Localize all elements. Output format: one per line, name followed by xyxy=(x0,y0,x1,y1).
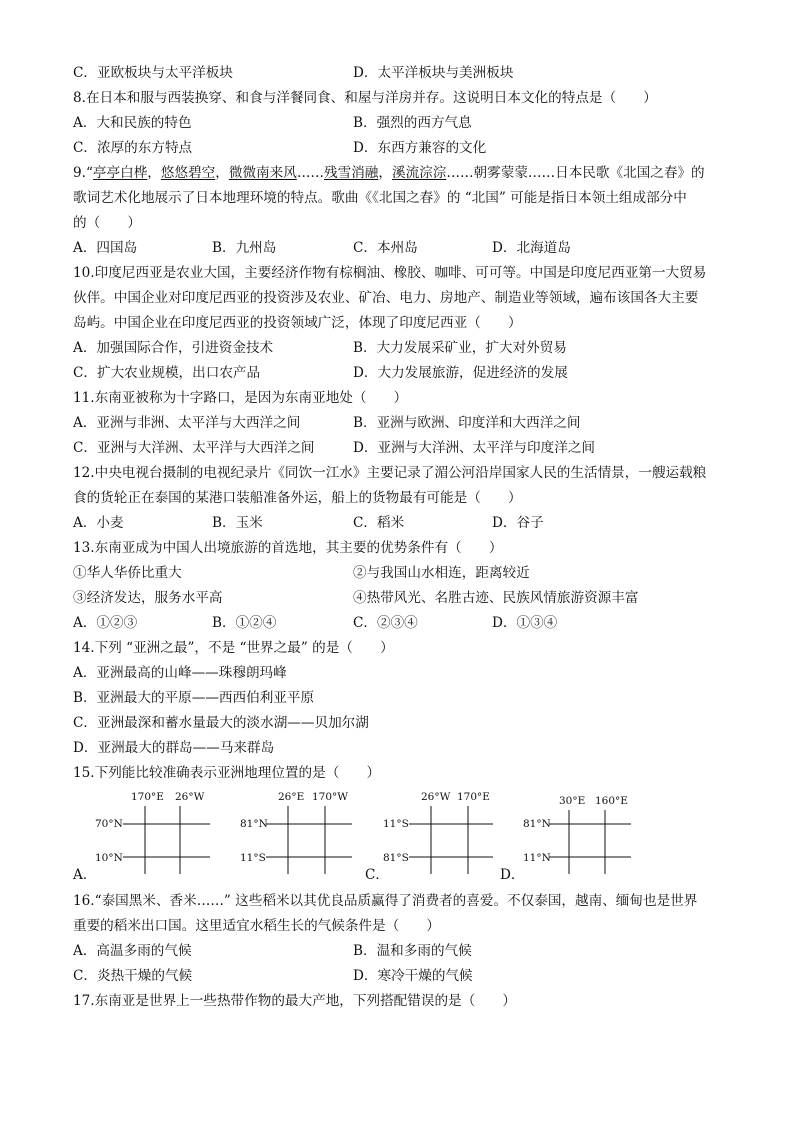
q15-fig-d-top-right: 160°E xyxy=(595,795,628,807)
q9-prefix: 9.“ xyxy=(73,165,93,181)
q9-stem-line1 xyxy=(73,164,705,182)
q9-underline-1: 亭亭白桦 xyxy=(92,165,148,181)
q13-item-2: ②与我国山水相连，距离较近 xyxy=(353,565,530,581)
q12-option-a: A．小麦 xyxy=(73,515,124,531)
q17-stem: 17.东南亚是世界上一些热带作物的最大产地，下列搭配错误的是（ ） xyxy=(73,993,517,1009)
q15-fig-d xyxy=(523,790,643,884)
q15-fig-c-top-right: 170°E xyxy=(457,791,490,803)
q9-option-c: C．本州岛 xyxy=(353,240,418,256)
q15-fig-c-side-top: 11°S xyxy=(383,818,409,830)
q10-option-c: C．扩大农业规模，出口农产品 xyxy=(73,365,261,381)
q7-option-d: D．太平洋板块与美洲板块 xyxy=(353,65,514,81)
q7-option-c: C．亚欧板块与太平洋板块 xyxy=(73,65,233,81)
q14-option-c: C．亚洲最深和蓄水量最大的淡水湖——贝加尔湖 xyxy=(73,715,369,731)
q15-fig-d-top-left: 30°E xyxy=(559,795,586,807)
q9-underline-4: 残雪消融 xyxy=(324,165,379,181)
q15-fig-a-top-left: 170°E xyxy=(131,791,164,803)
q13-option-c: C．②③④ xyxy=(353,615,418,631)
q13-item-3: ③经济发达，服务水平高 xyxy=(73,590,223,606)
q11-option-d: D．亚洲与大洋洲、太平洋与印度洋之间 xyxy=(353,440,595,456)
q11-stem: 11.东南亚被称为十字路口，是因为东南亚地处（ ） xyxy=(73,390,408,406)
q14-option-b: B．亚洲最大的平原——西西伯利亚平原 xyxy=(73,690,315,706)
q9-stem-line3: 的（ ） xyxy=(73,215,141,231)
q12-option-c: C．稻米 xyxy=(353,515,405,531)
q10-stem-line1: 10.印度尼西亚是农业大国，主要经济作物有棕榈油、橡胶、咖啡、可可等。中国是印度尼西亚第一大贸易 xyxy=(73,265,707,281)
q16-option-b: B．温和多雨的气候 xyxy=(353,943,472,959)
q15-fig-a-side-bottom: 10°N xyxy=(95,852,123,864)
q10-option-b: B．大力发展采矿业，扩大对外贸易 xyxy=(353,340,567,356)
q8-option-b: B．强烈的西方气息 xyxy=(353,115,472,131)
q15-fig-b-top-right: 170°W xyxy=(312,791,349,803)
q8-stem: 8.在日本和服与西装换穿、和食与洋餐同食、和屋与洋房并存。这说明日本文化的特点是（ ） xyxy=(73,90,657,106)
q15-fig-c xyxy=(383,786,503,880)
q12-option-b: B．玉米 xyxy=(212,515,263,531)
q9-sep-3: …… xyxy=(296,165,325,181)
q13-option-d: D．①③④ xyxy=(492,615,558,631)
q14-option-d: D．亚洲最大的群岛——马来群岛 xyxy=(73,740,275,756)
q14-stem: 14.下列 “亚洲之最”，不是 “世界之最” 的是（ ） xyxy=(73,640,394,656)
q11-option-c: C．亚洲与大洋洲、太平洋与大西洋之间 xyxy=(73,440,315,456)
q8-option-c: C．浓厚的东方特点 xyxy=(73,140,193,156)
q9-stem-line2: 歌词艺术化地展示了日本地理环境的特点。歌曲《《北国之春》的 “北国” 可能是指日本领土组成部分中 xyxy=(73,190,687,206)
q15-stem: 15.下列能比较准确表示亚洲地理位置的是（ ） xyxy=(73,765,381,781)
q8-option-a: A．大和民族的特色 xyxy=(73,115,192,131)
q8-option-d: D．东西方兼容的文化 xyxy=(353,140,487,156)
q9-underline-3: 微微南来风 xyxy=(228,165,297,181)
q15-fig-d-letter: D． xyxy=(500,867,525,883)
q12-stem-line1: 12.中央电视台摄制的电视纪录片《同饮一江水》主要记录了湄公河沿岸国家人民的生活情景，一艘运载粮 xyxy=(73,465,707,481)
q14-option-a: A．亚洲最高的山峰——珠穆朗玛峰 xyxy=(73,665,287,681)
q9-underline-2: 悠悠碧空 xyxy=(160,165,216,181)
q15-fig-c-top-left: 26°W xyxy=(421,791,451,803)
q9-sep-5: ……朝雾蒙蒙……日本民歌《北国之春》的 xyxy=(446,165,705,181)
q13-option-b: B．①②④ xyxy=(212,615,277,631)
q11-option-a: A．亚洲与非洲、太平洋与大西洋之间 xyxy=(73,415,301,431)
q10-option-a: A．加强国际合作，引进资金技术 xyxy=(73,340,274,356)
q9-underline-5: 溪流淙淙 xyxy=(391,165,447,181)
q9-sep-2: ， xyxy=(215,165,229,181)
q15-fig-d-side-bottom: 11°N xyxy=(523,852,551,864)
q15-fig-a-top-right: 26°W xyxy=(175,791,205,803)
q10-stem-line3: 岛屿。中国企业在印度尼西亚的投资领域广泛，体现了印度尼西亚（ ） xyxy=(73,315,522,331)
q10-stem-line2: 伙伴。中国企业对印度尼西亚的投资涉及农业、矿冶、电力、房地产、制造业等领域，遍布该国各大主要 xyxy=(73,290,699,306)
q15-fig-a-side-top: 70°N xyxy=(95,818,123,830)
q13-option-a: A．①②③ xyxy=(73,615,138,631)
q16-option-d: D．寒冷干燥的气候 xyxy=(353,968,473,984)
q16-option-c: C．炎热干燥的气候 xyxy=(73,968,193,984)
q12-option-d: D．谷子 xyxy=(492,515,544,531)
q15-fig-b-top-left: 26°E xyxy=(278,791,305,803)
q15-fig-b xyxy=(240,786,360,880)
q13-stem: 13.东南亚成为中国人出境旅游的首选地，其主要的优势条件有（ ） xyxy=(73,540,503,556)
q15-fig-c-letter: C． xyxy=(365,867,389,883)
q15-fig-a xyxy=(95,786,215,880)
q15-fig-b-side-top: 81°N xyxy=(240,818,268,830)
q9-option-b: B．九州岛 xyxy=(212,240,277,256)
q16-stem-line2: 重要的稻米出口国。这里适宜水稻生长的气候条件是（ ） xyxy=(73,918,441,934)
q9-option-d: D．北海道岛 xyxy=(492,240,571,256)
q9-sep-1: ， xyxy=(147,165,161,181)
q16-stem-line1: 16.“泰国黑米、香米……” 这些稻米以其优良品质赢得了消费者的喜爱。不仅泰国，越南、缅甸也是世界 xyxy=(73,893,698,909)
q15-fig-d-side-top: 81°N xyxy=(523,818,551,830)
q13-item-1: ①华人华侨比重大 xyxy=(73,565,182,581)
q15-fig-a-letter: A． xyxy=(73,867,97,883)
q11-option-b: B．亚洲与欧洲、印度洋和大西洋之间 xyxy=(353,415,581,431)
q12-stem-line2: 食的货轮正在泰国的某港口装船准备外运，船上的货物最有可能是（ ） xyxy=(73,490,522,506)
q10-option-d: D．大力发展旅游，促进经济的发展 xyxy=(353,365,568,381)
q15-fig-b-side-bottom: 11°S xyxy=(240,852,266,864)
q13-item-4: ④热带风光、名胜古迹、民族风情旅游资源丰富 xyxy=(353,590,639,606)
q15-fig-c-side-bottom: 81°S xyxy=(383,852,409,864)
q16-option-a: A．高温多雨的气候 xyxy=(73,943,192,959)
q9-option-a: A．四国岛 xyxy=(73,240,138,256)
q9-sep-4: ， xyxy=(378,165,392,181)
